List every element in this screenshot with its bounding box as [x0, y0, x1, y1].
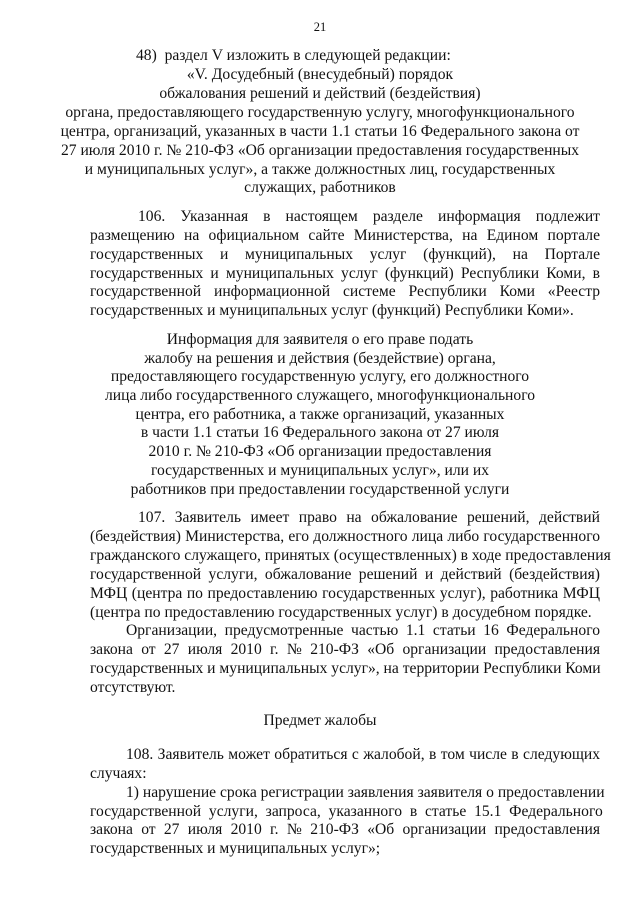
paragraph-106-line: государственных и муниципальных услуг (функций) Республики Коми».	[90, 302, 574, 319]
section-heading-line: и муниципальных услуг», а также должностных лиц, государственных	[84, 161, 556, 178]
section-heading-line: органа, предоставляющего государственную услугу, многофункционального	[65, 104, 575, 121]
paragraph-107-line: государственной услуги, обжалование решений и действий (бездействия)	[90, 566, 600, 583]
paragraph-106-line: размещению на официальном сайте Министерства, на Едином портале	[90, 227, 600, 244]
paragraph-107b-line: закона от 27 июля 2010 г. № 210-ФЗ «Об организации предоставления	[90, 641, 600, 658]
item-1-line: закона от 27 июля 2010 г. № 210-ФЗ «Об организации предоставления	[90, 821, 600, 838]
item-1-line: государственной услуги, запроса, указанного в статье 15.1 Федерального	[90, 803, 603, 820]
section-heading-line: 27 июля 2010 г. № 210-ФЗ «Об организации предоставления государственных	[60, 142, 580, 159]
info-heading-line: жалобу на решения и действия (бездействие) органа,	[144, 350, 496, 367]
item-48-intro: 48) раздел V изложить в следующей редакции:	[136, 47, 451, 64]
info-heading-line: лица либо государственного служащего, многофункционального	[104, 387, 536, 404]
item-1-line: 1) нарушение срока регистрации заявления заявителя о предоставлении	[126, 784, 605, 801]
info-heading-line: 2010 г. № 210-ФЗ «Об организации предоставления	[148, 443, 492, 460]
info-heading-line: предоставляющего государственную услугу, его должностного	[110, 368, 530, 385]
paragraph-106-line: государственных и муниципальных услуг (функций), на Портале	[90, 246, 600, 263]
paragraph-107-line: 107. Заявитель имеет право на обжалование решений, действий	[138, 509, 600, 526]
paragraph-107-line: (бездействия) Министерства, его должностного лица либо государственного	[90, 528, 600, 545]
paragraph-107-line: (центра по предоставлению государственных услуг) в досудебном порядке.	[90, 604, 592, 621]
page-number: 21	[313, 20, 327, 34]
paragraph-108-line: случаях:	[90, 765, 147, 782]
info-heading-line: государственных и муниципальных услуг», или их	[150, 462, 490, 479]
paragraph-106-line: государственных и муниципальных услуг (функций) Республики Коми, в	[90, 265, 600, 282]
section-heading-line: «V. Досудебный (внесудебный) порядок	[186, 66, 454, 83]
paragraph-107b-line: государственных и муниципальных услуг», на территории Республики Коми	[90, 660, 601, 677]
paragraph-107-line: гражданского служащего, принятых (осуществленных) в ходе предоставления	[90, 547, 611, 564]
item-1-line: государственных и муниципальных услуг»;	[90, 840, 381, 857]
info-heading-line: Информация для заявителя о его праве подать	[166, 331, 474, 348]
section-heading-line: обжалования решений и действий (бездействия)	[159, 85, 481, 102]
paragraph-106-line: государственной информационной системе Республики Коми «Реестр	[90, 283, 600, 300]
section-heading-line: центра, организаций, указанных в части 1.1 статьи 16 Федерального закона от	[60, 123, 580, 140]
info-heading-line: работников при предоставлении государственной услуги	[130, 481, 510, 498]
section-heading-line: служащих, работников	[244, 179, 396, 196]
subject-heading: Предмет жалобы	[263, 712, 377, 729]
paragraph-107b-line: отсутствуют.	[90, 679, 176, 696]
info-heading-line: центра, его работника, а также организаций, указанных	[135, 406, 505, 423]
paragraph-107b-line: Организации, предусмотренные частью 1.1 статьи 16 Федерального	[126, 622, 600, 639]
paragraph-108-line: 108. Заявитель может обратиться с жалобой, в том числе в следующих	[126, 746, 600, 763]
paragraph-106-line: 106. Указанная в настоящем разделе информация подлежит	[138, 208, 600, 225]
paragraph-107-line: МФЦ (центра по предоставлению государственных услуг), работника МФЦ	[90, 585, 600, 602]
info-heading-line: в части 1.1 статьи 16 Федерального закона от 27 июля	[140, 424, 500, 441]
